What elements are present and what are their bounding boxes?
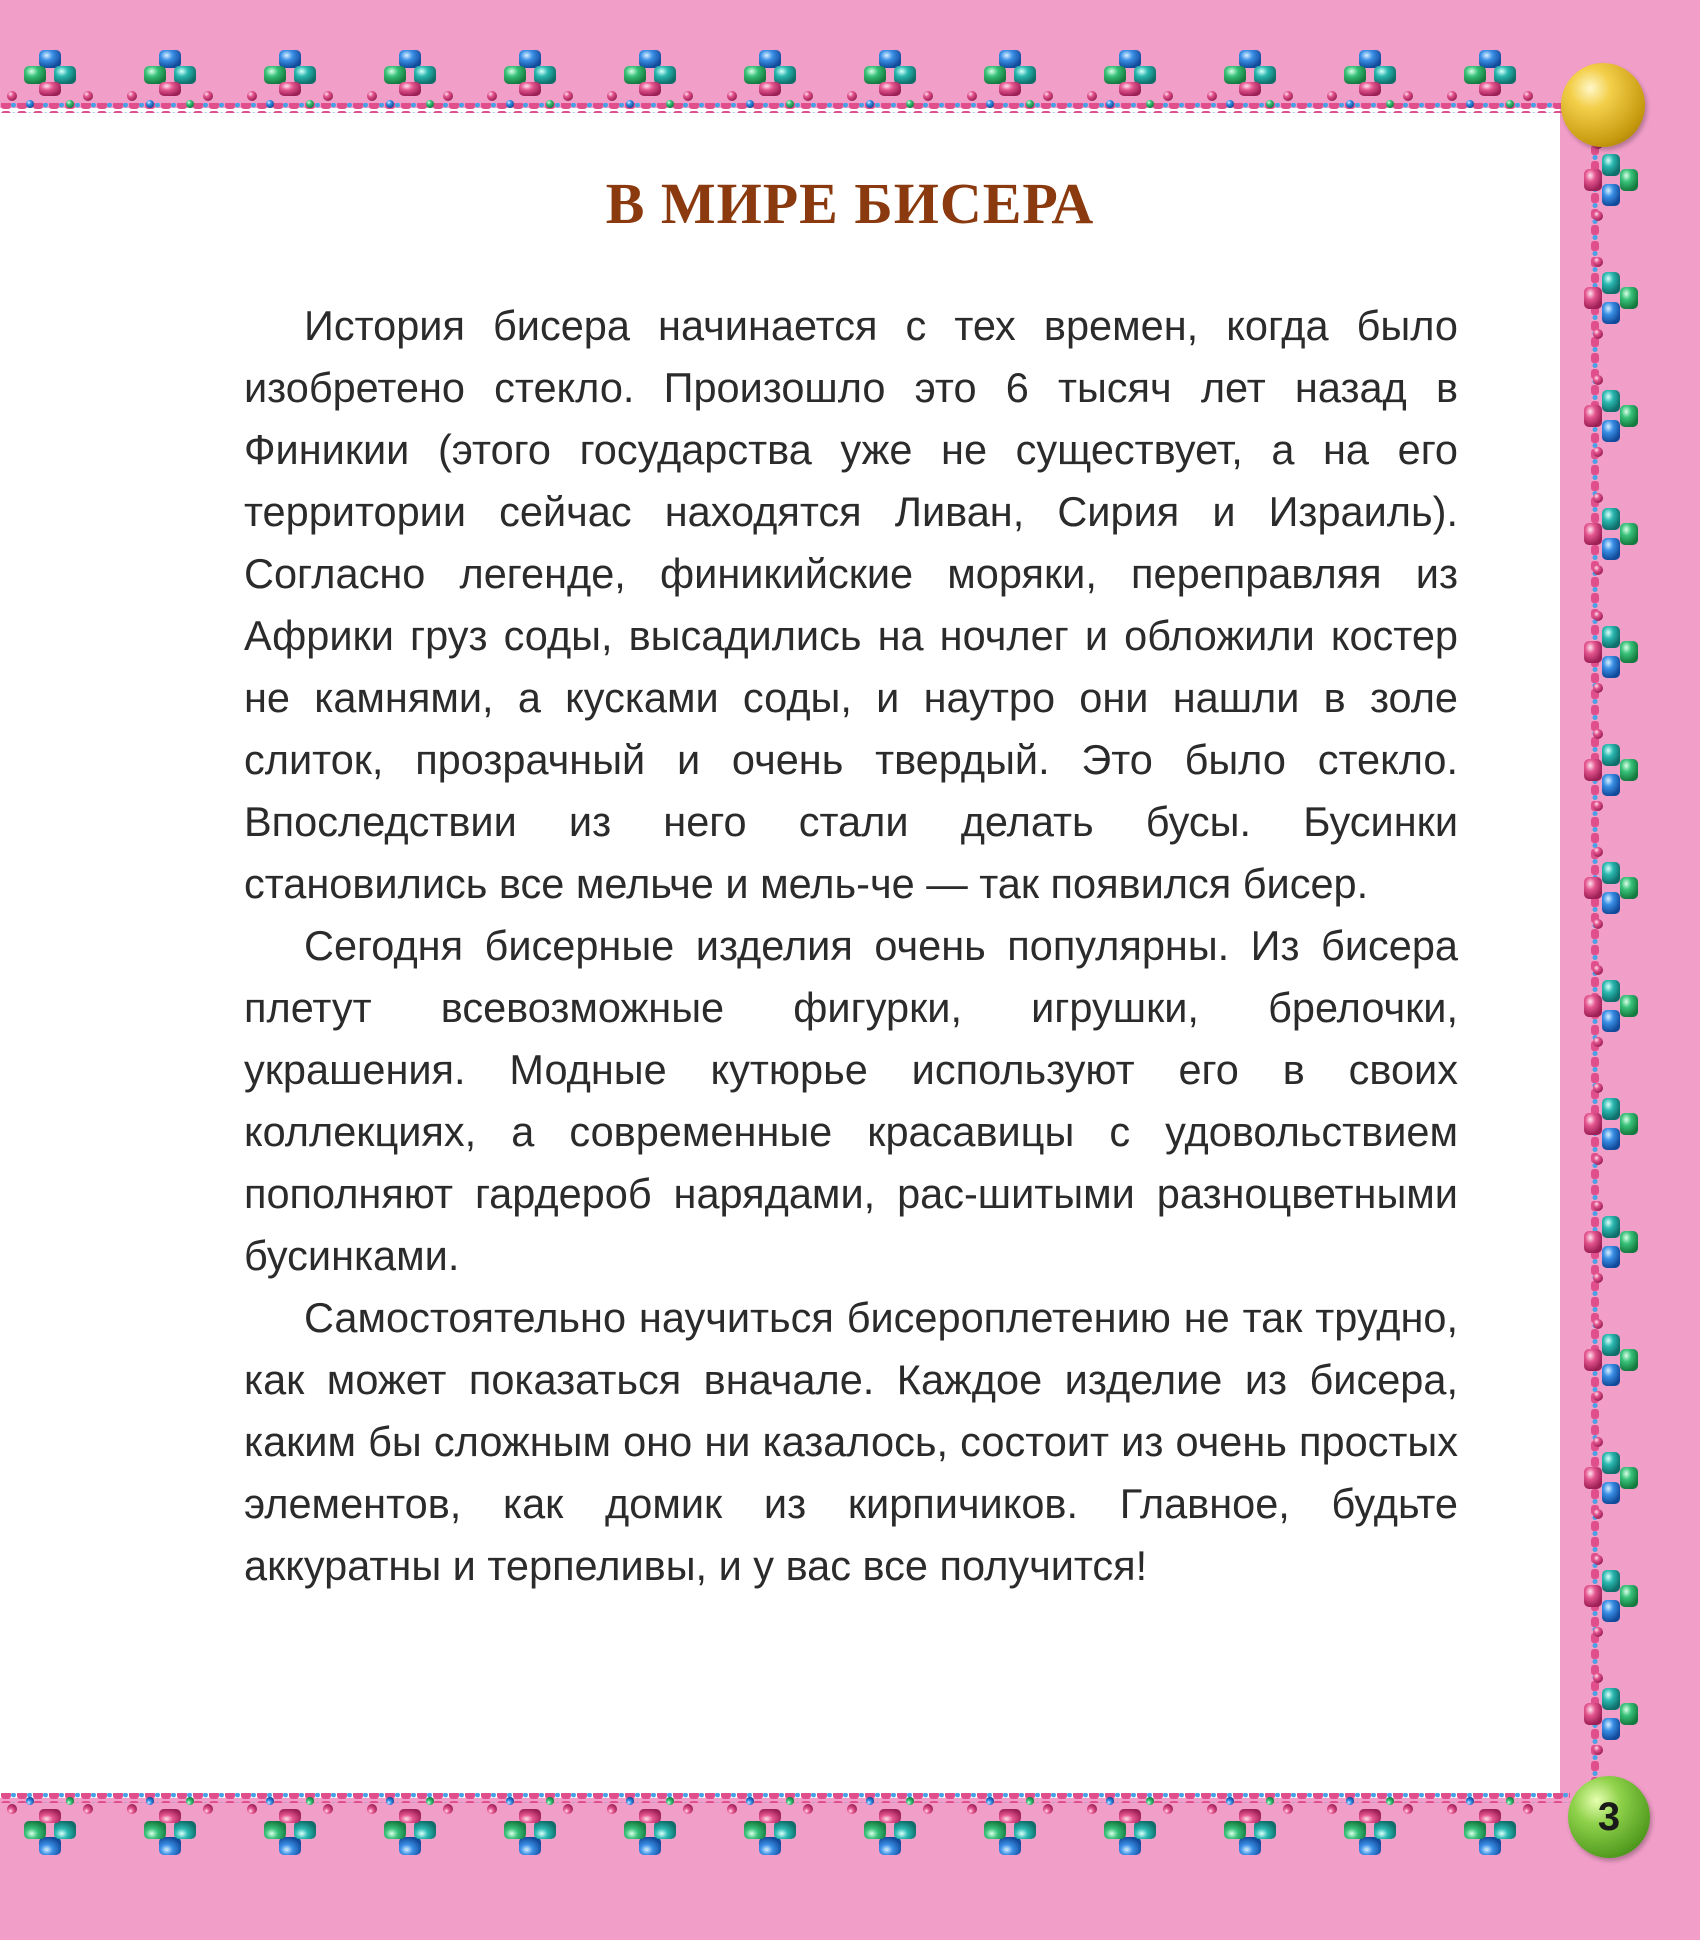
- paragraph: Самостоятельно научиться бисероплетению не так трудно, как может показаться вначале. Каждое изделие из бисера, каким бы сложным оно ни казалось, состоит из очень простых элементов, как домик из кирпичиков. Главное, будьте аккуратны и терпеливы, и у вас все получится!: [244, 1294, 1458, 1589]
- body-text: [244, 295, 1458, 1597]
- page-number: 3: [1597, 1795, 1621, 1839]
- page-number-badge: [1568, 1776, 1650, 1858]
- gold-bead-icon: [1561, 63, 1645, 147]
- page-title: В МИРЕ БИСЕРА: [605, 171, 1095, 236]
- paragraph: История бисера начинается с тех времен, когда было изобретено стекло. Произошло это 6 тысяч лет назад в Финикии (этого государства уже не существует, а на его территории сейчас находятся Ливан, Сирия и Израиль). Согласно легенде, финикийские моряки, переправляя из Африки груз соды, высадились на ночлег и обложили костер не камнями, а кусками соды, и наутро они нашли в золе слиток, прозрачный и очень твердый. Это было стекло. Впоследствии из него стали делать бусы. Бусинки становились все мельче и мель-че — так появился бисер.: [244, 302, 1458, 907]
- paragraph: Сегодня бисерные изделия очень популярны. Из бисера плетут всевозможные фигурки, игрушки, брелочки, украшения. Модные кутюрье используют его в своих коллекциях, а современные красавицы с удовольствием пополняют гардероб нарядами, рас-шитыми разноцветными бусинками.: [244, 922, 1458, 1279]
